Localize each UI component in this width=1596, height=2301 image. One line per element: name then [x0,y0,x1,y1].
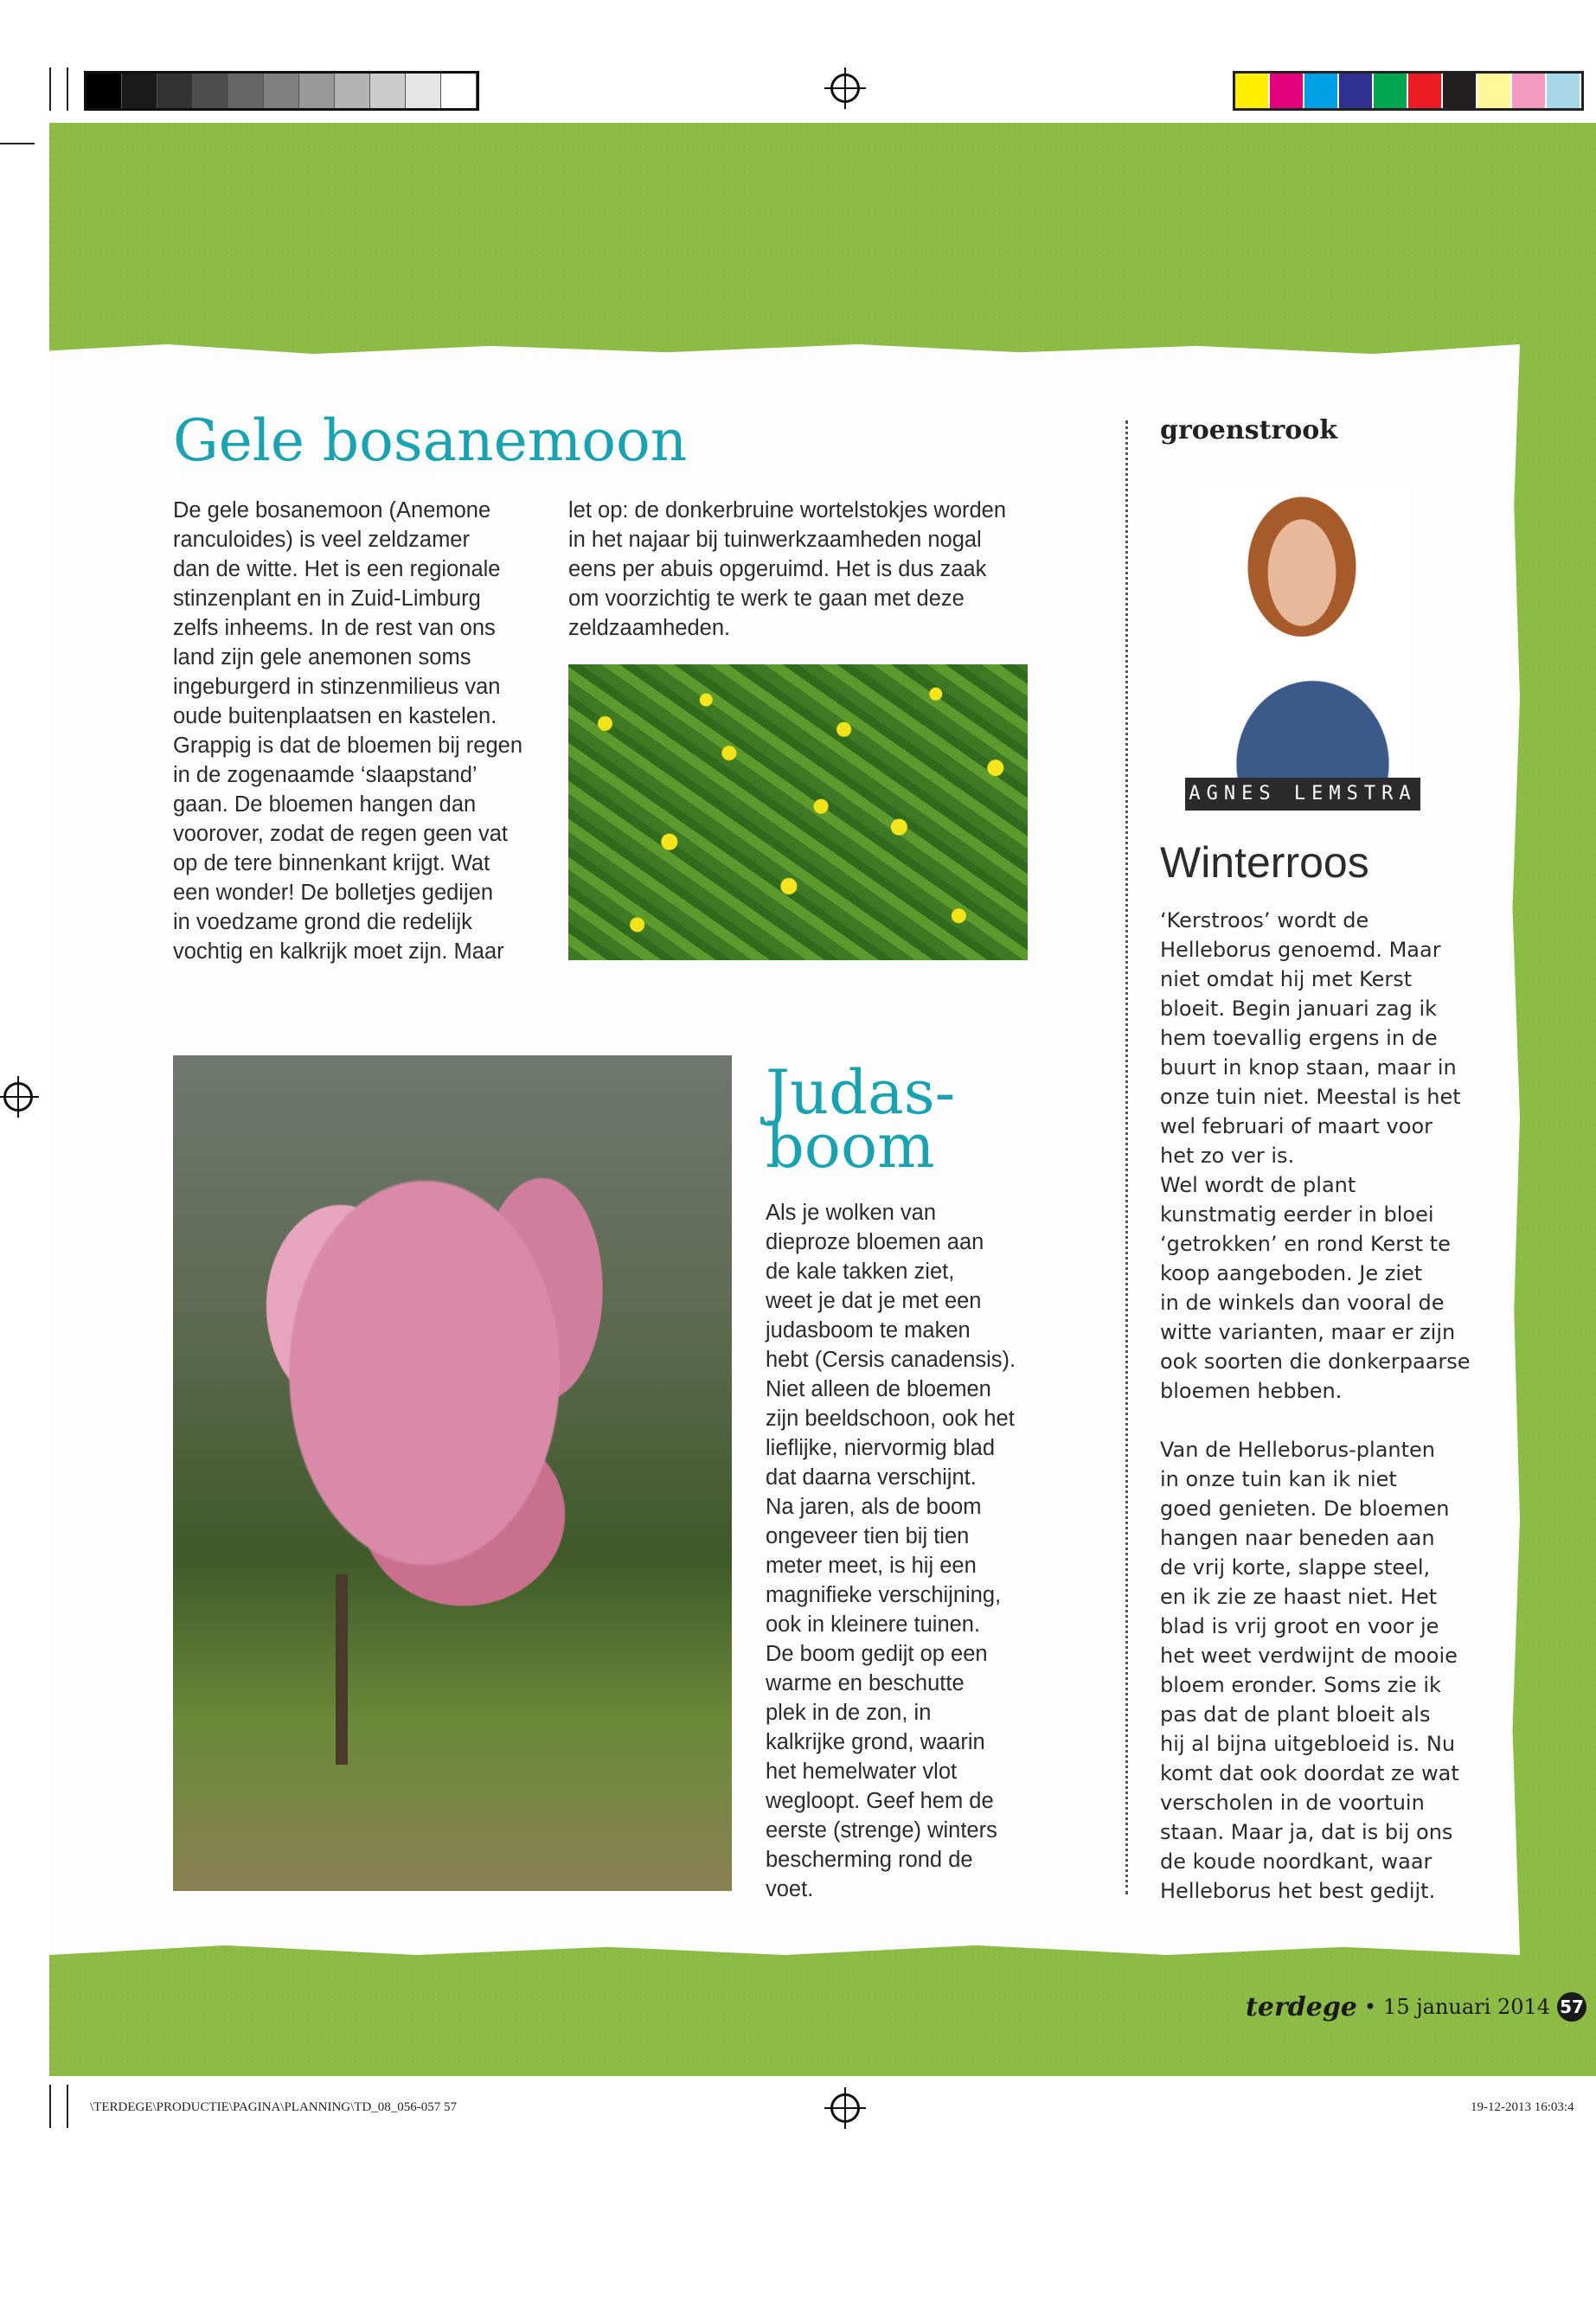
article-judas-body: Als je wolken van dieproze bloemen aan de kale takken ziet, weet je dat je met een judasboom te maken hebt (Cersis canadensis). Niet alleen de bloemen zijn beeldschoon, ook het lieflijke, niervormig blad dat daarna verschijnt. Na jaren, als de boom ongeveer tien bij tien meter meet, is hij een magnifieke verschijning, ook in kleinere tuinen. De boom gedijt op een warme en beschutte plek in de zon, in kalkrijke grond, waarin het hemelwater vlot wegloopt. Geef hem de eerste (strenge) winters bescherming rond de voet. [766,1201,1016,1901]
crop-mark [67,67,68,111]
grayscale-swatch [193,74,228,108]
color-swatch [1443,74,1477,108]
title-line-2: boom [766,1111,935,1182]
yellow-anemone-photo [568,664,1028,960]
grayscale-swatch [122,74,157,108]
color-swatch [1408,74,1443,108]
registration-mark-icon [3,1082,33,1112]
slug-path: \TERDEGE\PRODUCTIE\PAGINA\PLANNING\TD_08_056-057 57 [90,2100,458,2114]
registration-mark-icon [830,74,860,103]
color-swatch [1477,74,1512,108]
grayscale-swatch [441,74,477,108]
author-portrait [1194,484,1410,779]
color-swatch [1512,74,1547,108]
color-swatch [1339,74,1374,108]
article-title-judasboom [766,1057,956,1182]
registration-mark-icon [830,2093,860,2123]
author-name-tag: AGNES LEMSTRA [1185,778,1420,811]
color-swatch [1547,74,1581,108]
grayscale-swatch [370,74,406,108]
article-gele-column-2: let op: de donkerbruine wortelstokjes worden in het najaar bij tuinwerkzaamheden nogal eens per abuis opgeruimd. Het is dus zaak om voorzichtig te werk te gaan met deze zeldzaamheden. [568,498,1007,640]
grayscale-swatch [264,74,299,108]
page-number: 57 [1557,1992,1586,2022]
crop-mark [49,2085,51,2128]
article-gele-column-1: De gele bosanemoon (Anemone ranculoides) is veel zeldzamer dan de witte. Het is een regionale stinzenplant en in Zuid-Limburg zelfs inheems. In de rest van ons land zijn gele anemonen soms ingeburgerd in stinzenmilieus van oude buitenplaatsen en kastelen. Grappig is dat de bloemen bij regen in de zogenaamde ‘slaapstand’ gaan. De bloemen hangen dan voorover, zodat de regen geen vat op de tere binnenkant krijgt. Wat een wonder! De bolletjes gedijen in voedzame grond die redelijk vochtig en kalkrijk moet zijn. Maar [173,498,523,964]
color-bar [1233,71,1584,111]
crop-mark [49,67,51,111]
grayscale-swatch [157,74,193,108]
footer [1246,1990,1586,2024]
color-swatch [1304,74,1339,108]
footer-bullet: • [1363,1995,1377,2019]
grayscale-swatch [406,74,441,108]
magazine-logo: terdege [1246,1991,1357,2022]
section-label: groenstrook [1160,415,1338,445]
grayscale-bar [84,71,479,111]
column-body: ‘Kerstroos’ wordt de Helleborus genoemd. Maar niet omdat hij met Kerst bloeit. Begin januari zag ik hem toevallig ergens in de buurt in knop staan, maar in onze tuin niet. Meestal is het wel februari of maart voor het zo ver is. Wel wordt de plant kunstmatig eerder in bloei ‘getrokken’ en rond Kerst te koop aangeboden. Je ziet in de winkels dan vooral de witte varianten, maar er zijn ook soorten die donkerpaarse bloemen hebben. Van de Helleborus-planten in onze tuin kan ik niet goed genieten. De bloemen hangen naar beneden aan de vrij korte, slappe steel, en ik zie ze haast niet. Het blad is vrij groot en voor je het weet verdwijnt de mooie bloem eronder. Soms zie ik pas dat de plant bloeit als hij al bijna uitgebloeid is. Nu komt dat ook doordat ze wat verscholen in de voortuin staan. Maar ja, dat is bij ons de koude noordkant, waar Helleborus het best gedijt. [1160,908,1471,1903]
column-divider [1125,420,1128,1894]
crop-mark [0,143,35,144]
grayscale-swatch [228,74,264,108]
tree-trunk [336,1574,348,1765]
grayscale-swatch [299,74,335,108]
slug-timestamp: 19-12-2013 16:03:4 [1471,2100,1574,2114]
color-swatch [1270,74,1304,108]
issue-date: 15 januari 2014 [1383,1995,1551,2019]
crop-mark [67,2085,68,2128]
color-swatch [1235,74,1270,108]
judas-tree-photo [173,1055,732,1891]
article-title-gele-bosanemoon: Gele bosanemoon [173,407,688,474]
column-title: Winterroos [1160,838,1369,887]
color-swatch [1374,74,1408,108]
grayscale-swatch [87,74,122,108]
title-line-1: Judas- [766,1057,956,1128]
grayscale-swatch [335,74,370,108]
